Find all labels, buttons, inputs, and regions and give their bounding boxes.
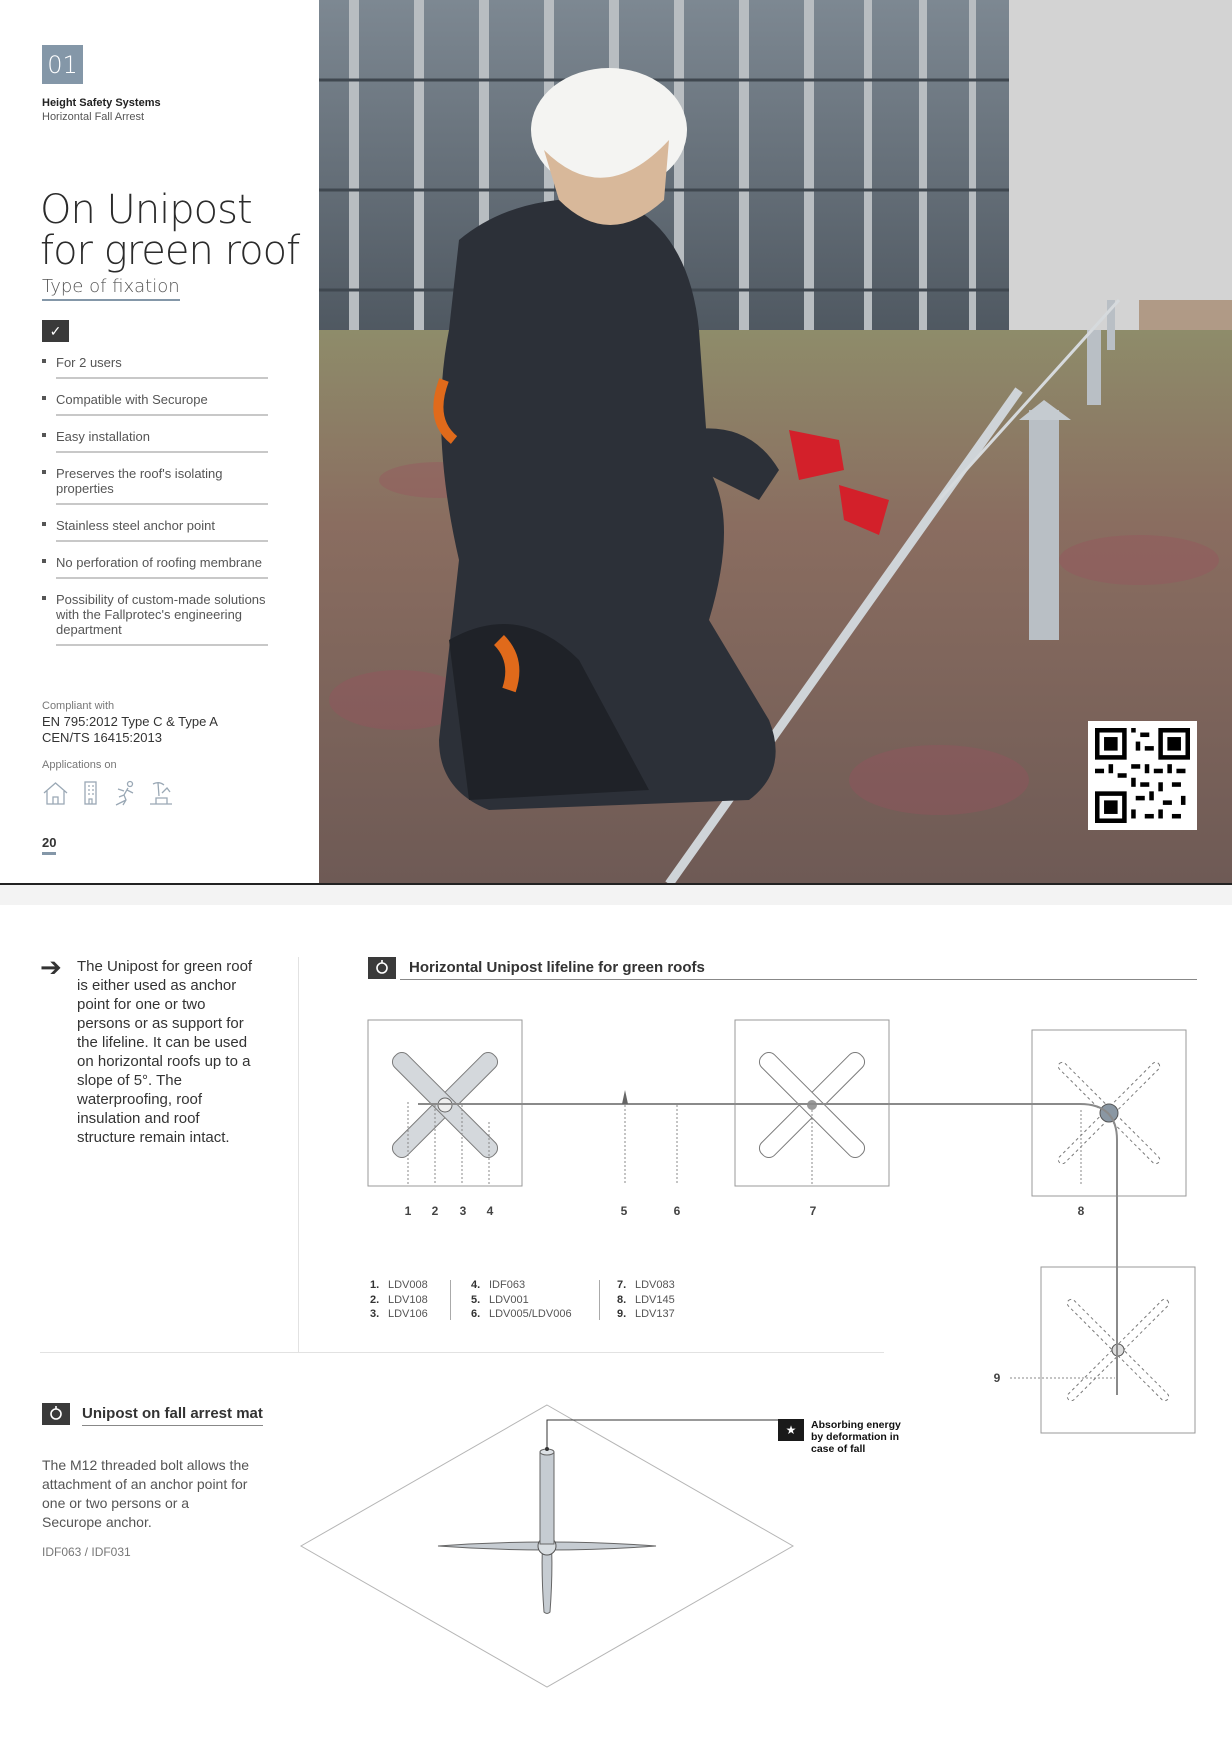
legend-num: 4. [471, 1279, 481, 1291]
qr-code-pattern [1095, 728, 1190, 823]
column-divider [298, 957, 299, 1352]
diagram-label: 8 [1077, 1204, 1085, 1218]
applications-label: Applications on [42, 759, 117, 771]
legend-column [370, 1278, 428, 1322]
list-item: Possibility of custom-made solutions with the Fallprotec's engineering department [42, 589, 268, 646]
callout-text: Absorbing energy by deformation in case of fall [811, 1419, 901, 1455]
house-icon [42, 780, 69, 806]
page-gap [0, 885, 1232, 905]
legend-column [471, 1278, 572, 1322]
diagram-label: 3 [459, 1204, 467, 1218]
legend-column [617, 1278, 675, 1322]
legend-code: IDF063 [489, 1279, 526, 1291]
compliance-line: EN 795:2012 Type C & Type A [42, 714, 218, 729]
intro-paragraph: The Unipost for green roof is either used as anchor point for one or two persons or as support for the lifeline. It can be used on horizontal roofs up to a slope of 5°. The waterproofing, roof insulation and roof structure remain intact. [77, 958, 253, 1146]
fixation-type-label: Type of fixation [42, 276, 180, 301]
legend-num: 2. [370, 1293, 380, 1306]
intermediate-anchor [622, 1090, 628, 1104]
mat-post [540, 1449, 554, 1544]
lifeline-diagram [360, 1010, 1220, 1440]
legend-num: 9. [617, 1308, 627, 1320]
list-item: Compatible with Securope [42, 389, 268, 416]
legend-code: LDV137 [635, 1308, 675, 1320]
check-icon: ✓ [42, 320, 69, 342]
anchor-icon [368, 957, 396, 979]
list-item: Preserves the roof's isolating properties [42, 463, 268, 505]
legend-num: 8. [617, 1293, 627, 1306]
legend-code: LDV001 [489, 1293, 529, 1306]
legend-code: LDV008 [388, 1279, 428, 1291]
star-icon: ★ [778, 1419, 804, 1441]
diagram-label: 7 [809, 1204, 817, 1218]
legend-num: 1. [370, 1279, 380, 1291]
product-info-column [0, 0, 319, 884]
chapter-number-badge: 01 [42, 45, 83, 84]
diagram-label: 9 [993, 1371, 1001, 1385]
compliance-line: CEN/TS 16415:2013 [42, 730, 162, 745]
legend-code: LDV083 [635, 1279, 675, 1291]
product-reference: IDF063 / IDF031 [42, 1545, 131, 1559]
diagram-label: 6 [673, 1204, 681, 1218]
section-title-mat: Unipost on fall arrest mat [82, 1405, 263, 1426]
category-subtitle: Horizontal Fall Arrest [42, 111, 145, 123]
legend-divider [599, 1280, 600, 1320]
category-title: Height Safety Systems [42, 97, 161, 109]
industry-icon [112, 780, 139, 806]
section-title-underline [400, 979, 1197, 980]
legend-code: LDV005/LDV006 [489, 1308, 572, 1320]
diagram-label: 2 [431, 1204, 439, 1218]
list-item: No perforation of roofing membrane [42, 552, 268, 579]
compliance-standards [42, 714, 218, 746]
legend-num: 3. [370, 1308, 380, 1320]
legend-num: 6. [471, 1308, 481, 1320]
legend-num: 7. [617, 1279, 627, 1291]
anchor-icon [42, 1403, 70, 1425]
page-title: On Unipost for green roof [40, 187, 300, 274]
qr-code[interactable] [1088, 721, 1197, 830]
building-icon [77, 780, 104, 806]
mat-description: The M12 threaded bolt allows the attachment of an anchor point for one or two persons or a Securope anchor. [42, 1457, 250, 1530]
callout-dot [545, 1447, 549, 1451]
legend-code: LDV106 [388, 1308, 428, 1320]
list-item: For 2 users [42, 352, 268, 379]
fall-arrest-mat-illustration [298, 1400, 798, 1690]
legend-num: 5. [471, 1293, 481, 1306]
diagram-label: 1 [404, 1204, 412, 1218]
arrow-right-icon: ➔ [40, 952, 62, 982]
diagram-label: 5 [620, 1204, 628, 1218]
legend-code: LDV145 [635, 1293, 675, 1306]
leisure-icon [147, 780, 174, 806]
list-item: Easy installation [42, 426, 268, 453]
section-title-lifeline: Horizontal Unipost lifeline for green roofs [409, 959, 705, 976]
list-item: Stainless steel anchor point [42, 515, 268, 542]
legend-divider [450, 1280, 451, 1320]
page-number: 20 [42, 835, 56, 855]
legend-code: LDV108 [388, 1293, 428, 1306]
compliance-label: Compliant with [42, 700, 115, 712]
application-icons [42, 780, 174, 806]
feature-list [42, 352, 268, 656]
diagram-label: 4 [486, 1204, 494, 1218]
